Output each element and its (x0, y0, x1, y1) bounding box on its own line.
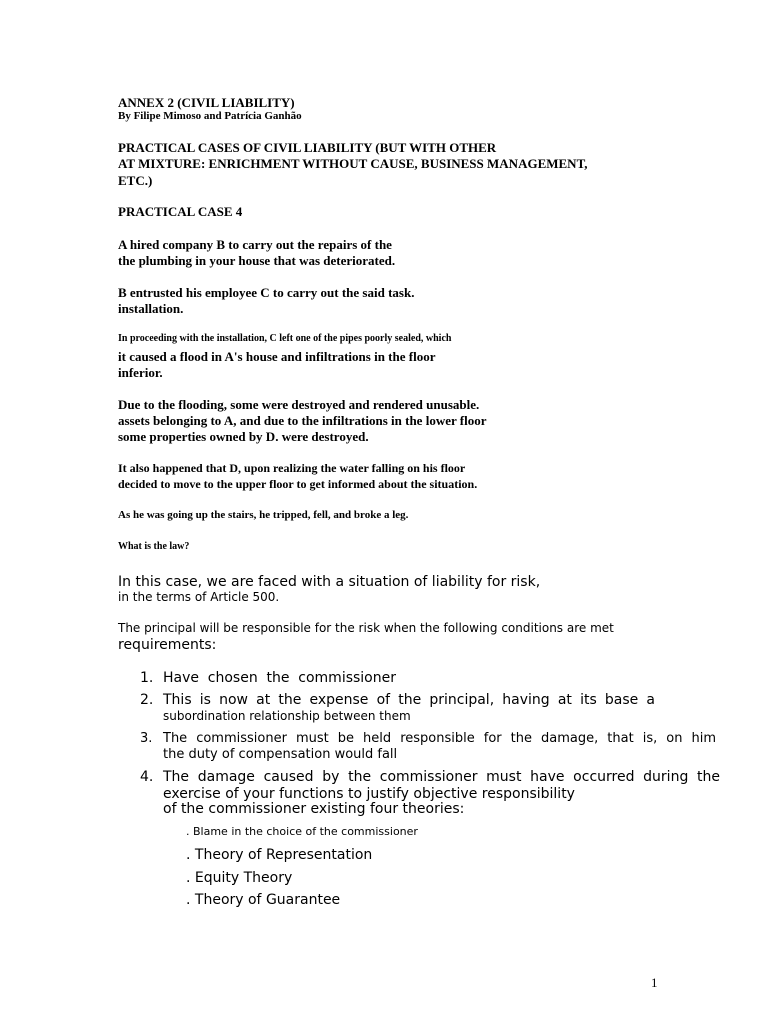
fact-line: inferior. (118, 365, 163, 380)
requirement-text: The damage caused by the commissioner must have occurred during the (163, 769, 720, 785)
fact-line: B entrusted his employee C to carry out the said task. (118, 285, 415, 300)
fact-line: assets belonging to A, and due to the infiltrations in the lower floor (118, 413, 487, 428)
question-line: What is the law? (118, 541, 190, 552)
fact-line: It also happened that D, upon realizing the water falling on his floor (118, 461, 466, 475)
title-line-1: PRACTICAL CASES OF CIVIL LIABILITY (BUT WITH OTHER (118, 140, 497, 155)
answer-intro-1: In this case, we are faced with a situation of liability for risk, (118, 574, 541, 590)
fact-line: decided to move to the upper floor to get informed about the situation. (118, 477, 478, 491)
theory-item: . Theory of Guarantee (186, 892, 341, 908)
requirement-text: The commissioner must be held responsible for the damage, that is, on him (163, 731, 716, 746)
fact-line: A hired company B to carry out the repairs of the (118, 237, 392, 252)
requirement-number: 4. (140, 769, 154, 785)
requirement-text: exercise of your functions to justify objective responsibility (163, 786, 575, 802)
fact-line: In proceeding with the installation, C left one of the pipes poorly sealed, which (118, 333, 452, 344)
requirement-text: the duty of compensation would fall (163, 747, 398, 762)
page-number: 1 (651, 975, 658, 990)
fact-line: it caused a flood in A's house and infiltrations in the floor (118, 349, 436, 364)
fact-line: Due to the flooding, some were destroyed and rendered unusable. (118, 397, 480, 412)
requirements-intro-1: The principal will be responsible for the risk when the following conditions are met (118, 621, 614, 635)
requirement-text: Have chosen the commissioner (163, 670, 396, 686)
title-line-2: AT MIXTURE: ENRICHMENT WITHOUT CAUSE, BUSINESS MANAGEMENT, (118, 156, 588, 171)
requirement-number: 1. (140, 670, 154, 686)
theory-item: . Blame in the choice of the commissioner (186, 825, 418, 838)
requirement-text: This is now at the expense of the principal, having at its base a (163, 692, 655, 708)
answer-intro-2: in the terms of Article 500. (118, 590, 280, 604)
theory-item: . Theory of Representation (186, 847, 373, 863)
fact-line: As he was going up the stairs, he tripped, fell, and broke a leg. (118, 509, 409, 521)
case-heading: PRACTICAL CASE 4 (118, 204, 243, 219)
fact-line: some properties owned by D. were destroyed. (118, 429, 369, 444)
fact-line: the plumbing in your house that was deteriorated. (118, 253, 396, 268)
requirement-text: of the commissioner existing four theories: (163, 801, 465, 817)
authors-line: By Filipe Mimoso and Patrícia Ganhão (118, 110, 302, 122)
requirement-number: 3. (140, 731, 153, 746)
requirement-number: 2. (140, 692, 154, 708)
theory-item: . Equity Theory (186, 870, 293, 886)
title-line-3: ETC.) (118, 173, 153, 188)
requirements-intro-2: requirements: (118, 637, 217, 653)
annex-heading: ANNEX 2 (CIVIL LIABILITY) (118, 95, 295, 110)
requirement-text: subordination relationship between them (163, 709, 411, 723)
fact-line: installation. (118, 301, 184, 316)
